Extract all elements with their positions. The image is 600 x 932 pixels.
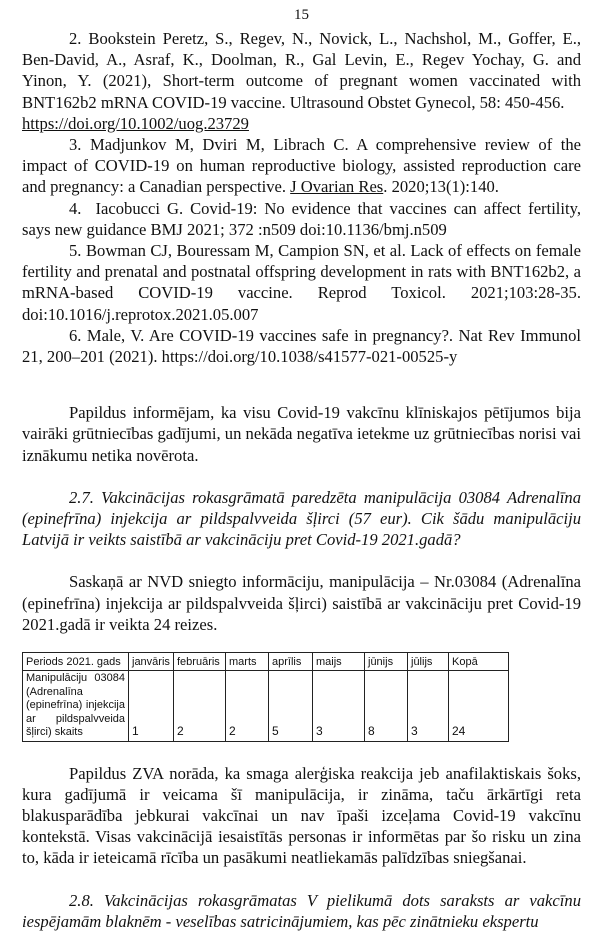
journal-link[interactable]: J Ovarian Res [290, 177, 384, 197]
cell-february: 2 [174, 671, 226, 742]
reference-2 [22, 28, 581, 134]
row-label: Manipulāciju 03084 (Adrenalīna (epinefrīna) injekcija ar pildspalvveida šļirci) skaits [23, 671, 129, 742]
reference-number: 2. [69, 29, 82, 48]
header-july: jūlijs [408, 653, 449, 671]
page-number: 15 [294, 7, 309, 23]
reference-number: 6. [69, 325, 82, 345]
reference-doi-link[interactable]: https://doi.org/10.1002/uog.23729 [22, 113, 249, 133]
cell-total: 24 [449, 671, 509, 742]
header-march: marts [226, 653, 269, 671]
reference-5 [22, 240, 581, 325]
cell-july: 3 [408, 671, 449, 742]
document-page [22, 0, 581, 932]
question-2-7: 2.7. Vakcinācijas rokasgrāmatā paredzēta manipulācija 03084 Adrenalīna (epinefrīna) injekcija ar pildspalvveida šļirci (57 eur). Cik šādu manipulāciju Latvijā ir veikts saistībā ar vakcināciju pret Covid-19 2021.gadā? [22, 487, 581, 550]
reference-3 [22, 134, 581, 198]
cell-march: 2 [226, 671, 269, 742]
cell-june: 8 [365, 671, 408, 742]
reference-text: Bookstein Peretz, S., Regev, N., Novick, L., Nachshol, M., Goffer, E., Ben-David, A., Asraf, K., Doolman, R., Gal Levin, E., Regev Yochay, G. and Yinon, Y. (2021), Short-term outcome of pregnant women vaccinated with BNT162b2 mRNA COVID-19 vaccine. Ultrasound Obstet Gynecol, 58: 450-456. [22, 29, 581, 112]
header-january: janvāris [129, 653, 174, 671]
table-row [23, 671, 509, 742]
reference-text: Bowman CJ, Bouressam M, Campion SN, et al. Lack of effects on female fertility and prenatal and postnatal offspring development in rats with BNT162b2, a mRNA-based COVID-19 vaccine. Reprod Toxicol. 2021;103:28-35. doi:10.1016/j.reprotox.2021.05.007 [22, 241, 581, 324]
reference-text: Male, V. Are COVID-19 vaccines safe in pregnancy?. Nat Rev Immunol 21, 200–201 (2021). https://doi.org/10.1038/s41577-021-00525-y [22, 325, 581, 367]
cell-may: 3 [313, 671, 365, 742]
reference-text: Madjunkov M, Dviri M, Librach C. A comprehensive review of the impact of COVID-19 on human reproductive biology, assisted reproduction care and pregnancy: a Canadian perspective. [22, 135, 581, 197]
cell-april: 5 [269, 671, 313, 742]
header-june: jūnijs [365, 653, 408, 671]
reference-6 [22, 325, 581, 367]
question-2-8: 2.8. Vakcinācijas rokasgrāmatas V pielikumā dots saraksts ar vakcīnu iespējamām blaknēm - veselības satricinājumiem, kas pēc zinātnieku ekspertu [22, 890, 581, 931]
paragraph-additional-info: Papildus informējam, ka visu Covid-19 vakcīnu klīniskajos pētījumos bija vairāki grūtniecības gadījumi, un nekāda negatīva ietekme uz grūtniecības norisi vai iznākumu netika novērota. [22, 403, 581, 465]
manipulations-table [22, 652, 509, 742]
reference-4 [22, 198, 581, 240]
header-period: Periods 2021. gads [23, 653, 129, 671]
table-header-row [23, 653, 509, 671]
reference-text: Iacobucci G. Covid-19: No evidence that vaccines can affect fertility, says new guidance BMJ 2021; 372 :n509 doi:10.1136/bmj.n509 [22, 198, 581, 239]
header-april: aprīlis [269, 653, 313, 671]
header-may: maijs [313, 653, 365, 671]
cell-january: 1 [129, 671, 174, 742]
reference-text-tail: . 2020;13(1):140. [383, 177, 499, 197]
header-february: februāris [174, 653, 226, 671]
paragraph-zva: Papildus ZVA norāda, ka smaga alerģiska reakcija jeb anafilaktiskais šoks, kura gadījumā ir veicama šī manipulācija, ir zināma, taču ārkārtīgi reta blakusparādība jebkurai vakcīnai un nav īpaši izceļama Covid-19 vakcīnu kontekstā. Visas vakcinācijā iesaistītās personas ir informētas par šo risku un zina to, kāda ir ieteicamā rīcība un pasākumi neatliekamās palīdzības sniegšanai. [22, 763, 581, 868]
reference-number: 4. [69, 198, 82, 218]
reference-number: 3. [69, 135, 82, 155]
reference-number: 5. [69, 241, 82, 261]
answer-2-7: Saskaņā ar NVD sniegto informāciju, manipulācija – Nr.03084 (Adrenalīna (epinefrīna) injekcija ar pildspalvveida šļirci) saistībā ar vakcināciju pret Covid-19 2021.gadā ir veikta 24 reizes. [22, 572, 581, 634]
header-total: Kopā [449, 653, 509, 671]
